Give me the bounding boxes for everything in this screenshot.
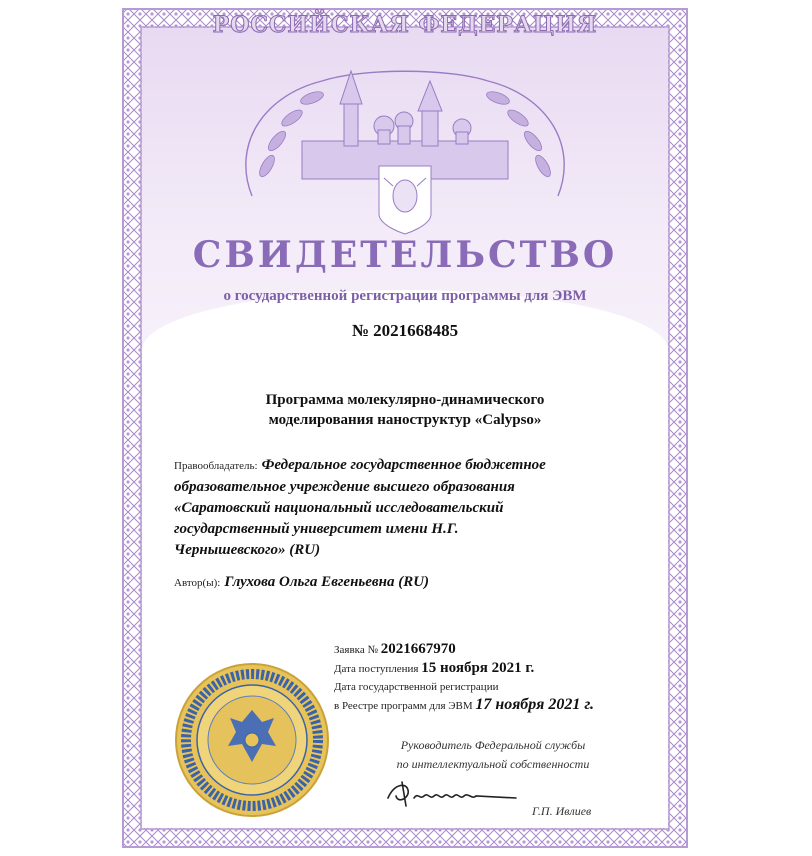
rightholder-label: Правообладатель: [174, 460, 258, 472]
official-title-line: по интеллектуальной собственности [396, 757, 590, 771]
kremlin-emblem-icon [122, 46, 688, 236]
certificate-subtitle: о государственной регистрации программы для ЭВМ [223, 288, 587, 304]
author-value: Глухова Ольга Евгеньевна (RU) [224, 574, 430, 590]
received-label: Дата поступления [334, 663, 419, 675]
certificate-title: СВИДЕТЕЛЬСТВО [192, 234, 618, 276]
author-label: Автор(ы): [174, 577, 221, 589]
registration-date: 17 ноября 2021 г. [475, 696, 595, 713]
rightholder-line: Чернышевского» (RU) [174, 542, 321, 558]
official-title [358, 736, 628, 774]
program-name [122, 390, 688, 430]
rightholder-line: Федеральное государственное бюджетное [261, 457, 546, 473]
rightholder-line: образовательное учреждение высшего образования [174, 479, 515, 495]
signer-name: Г.П. Ивлиев [532, 804, 592, 818]
country-heading: РОССИЙСКАЯ ФЕДЕРАЦИЯ [212, 12, 598, 38]
certificate-number: № 2021668485 [351, 321, 459, 340]
registry-label: в Реестре программ для ЭВМ [334, 700, 473, 712]
program-name-line: моделирования наноструктур «Calypso» [268, 412, 542, 428]
certificate [122, 8, 688, 848]
application-label: Заявка № [334, 644, 378, 656]
author-block [174, 571, 644, 594]
rightholder-line: «Саратовский национальный исследовательский [174, 500, 504, 516]
official-title-line: Руководитель Федеральной службы [400, 738, 586, 752]
registration-label: Дата государственной регистрации [334, 681, 499, 693]
official-seal-icon [172, 660, 332, 820]
application-number: 2021667970 [380, 641, 456, 657]
signature-icon [384, 776, 524, 810]
rightholder-block [174, 454, 644, 561]
program-name-line: Программа молекулярно-динамического [265, 392, 545, 408]
rightholder-line: государственный университет имени Н.Г. [174, 521, 459, 537]
received-date: 15 ноября 2021 г. [421, 660, 535, 676]
application-block [334, 640, 674, 715]
